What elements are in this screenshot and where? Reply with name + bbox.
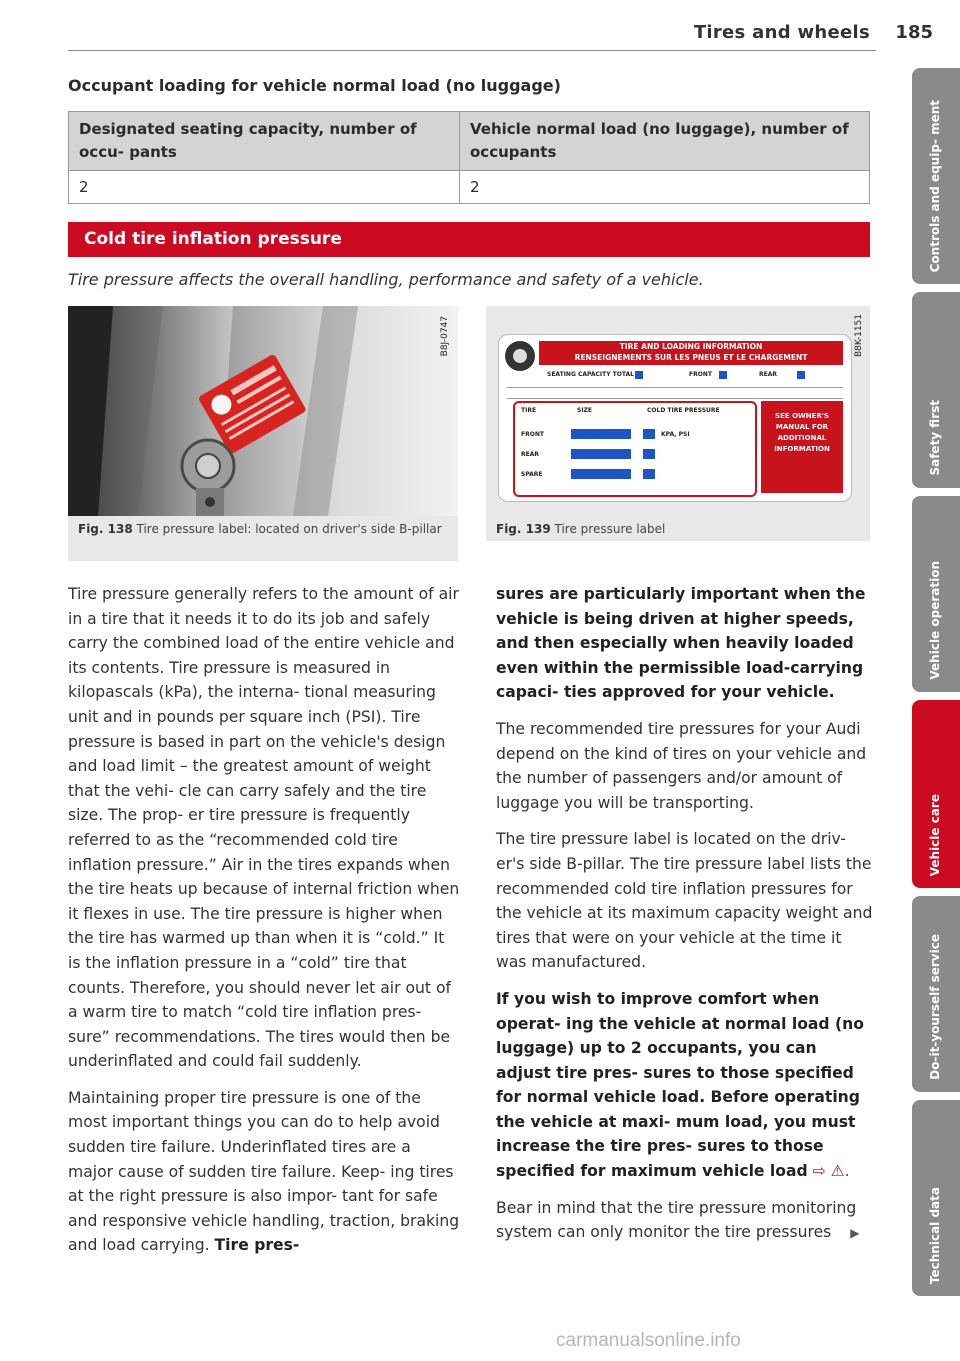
table-header-row	[69, 112, 870, 171]
section-title: Cold tire inflation pressure	[84, 229, 342, 249]
label-title: TIRE AND LOADING INFORMATION	[619, 342, 763, 351]
sidebar-tab-label: Vehicle operation	[928, 561, 942, 680]
label-see-manual-text: SEE OWNER'S MANUAL FOR ADDITIONAL INFORMATION	[774, 412, 830, 453]
left-paragraph-2-bold: Tire pres-	[214, 1236, 300, 1255]
warning-reference-link[interactable]: ⇨ ⚠.	[812, 1162, 850, 1181]
occupant-table	[68, 111, 870, 204]
sidebar-tab-safety[interactable]	[912, 292, 960, 488]
label-title-fr: RENSEIGNEMENTS SUR LES PNEUS ET LE CHARGEMENT	[574, 353, 808, 362]
occupant-heading: Occupant loading for vehicle normal load (no luggage)	[68, 76, 561, 95]
label-row-front: FRONT	[521, 431, 544, 438]
sidebar-tab-diy-service[interactable]	[912, 896, 960, 1092]
table-row	[69, 171, 870, 204]
header-rule	[68, 50, 876, 51]
right-paragraph-3: The tire pressure label is located on the driv- er's side B-pillar. The tire pressure label lists the recommended cold tire inflation pressures for the vehicle at its maximum capacity weight and tires that were on your vehicle at the time it was manufactured.	[496, 830, 873, 972]
table-cell-normal-load: 2	[460, 171, 870, 204]
label-rear: REAR	[759, 371, 777, 378]
watermark: carmanualsonline.info	[556, 1330, 741, 1351]
figure-139-caption-text: Tire pressure label	[554, 522, 666, 536]
label-row-rear: REAR	[521, 451, 539, 458]
sidebar-tab-label: Controls and equip- ment	[928, 99, 942, 272]
figure-139-id: B8K-1151	[854, 314, 864, 358]
sidebar-tab-vehicle-care[interactable]	[912, 700, 960, 888]
table-header-normal-load: Vehicle normal load (no luggage), number of occupants	[460, 112, 870, 171]
label-pressure-col: COLD TIRE PRESSURE	[647, 407, 720, 414]
right-paragraph-1: sures are particularly important when the vehicle is being driven at higher speeds, and then especially when heavily loaded even within the permissible load-carrying capaci- ties approved for your vehicle.	[496, 585, 866, 702]
left-paragraph-2-text: Maintaining proper tire pressure is one of the most important things you can do to help avoid sudden tire failure. Underinflated tires are a major cause of sudden tire failure. Keep- ing tires at the right pressure is also impor- tant for safe and responsive vehicle handling, traction, braking and load carrying.	[68, 1088, 460, 1255]
tire-pressure-label	[498, 334, 852, 502]
b-pillar-photo	[68, 306, 458, 516]
label-seating: SEATING CAPACITY TOTAL	[547, 371, 634, 378]
right-paragraph-4	[496, 987, 874, 1184]
figure-139-caption	[496, 519, 856, 539]
page-number: 185	[895, 22, 933, 43]
section-title-bar	[68, 222, 870, 257]
right-paragraph-2: The recommended tire pressures for your Audi depend on the kind of tires on your vehicle and the number of passengers and/or amount of luggage you will be transporting.	[496, 719, 867, 812]
label-pressure-table	[513, 401, 757, 497]
sidebar-tab-label: Do-it-yourself service	[928, 934, 942, 1080]
table-header-seating: Designated seating capacity, number of occu- pants	[69, 112, 460, 171]
sidebar-tab-label: Safety first	[928, 400, 942, 476]
figure-138-id: B8J-0747	[440, 316, 450, 357]
header-title: Tires and wheels	[693, 22, 870, 43]
figure-138	[68, 306, 458, 561]
sidebar-tab-label: Vehicle care	[928, 793, 942, 876]
section-intro: Tire pressure affects the overall handling, performance and safety of a vehicle.	[68, 270, 704, 289]
right-column	[496, 582, 874, 1258]
figure-139	[486, 306, 870, 541]
figure-138-caption	[78, 519, 448, 539]
tire-icon	[505, 341, 535, 371]
figure-139-number: Fig. 139	[496, 522, 551, 536]
table-cell-seating: 2	[69, 171, 460, 204]
left-paragraph-1: Tire pressure generally refers to the amount of air in a tire that it needs it to do its job and safely carry the combined load of the entire vehicle and its contents. Tire pressure is measured in kilopascals (kPa), the interna- tional measuring unit and in pounds per square inch (PSI). Tire pressure is based in part on the vehicle's design and load limit – the greatest amount of weight that the vehi- cle can carry safely and the tire size. The prop- er tire pressure is frequently referred to as the “recommended cold tire inflation pressure.” Air in the tires expands when the tire heats up because of internal friction when it flexes in use. The tire pressure is higher when the tire has warmed up than when it is “cold.” It is the inflation pressure in a “cold” tire that counts. Therefore, you should never let air out of a warm tire to match “cold tire inflation pres- sure” recommendations. The tires would then be underinflated and could fail suddenly.	[68, 585, 460, 1071]
right-paragraph-4-bold: If you wish to improve comfort when operat- ing the vehicle at normal load (no luggage) up to 2 occupants, you can adjust tire pres- sures to those specified for normal vehicle load. Before operating the vehicle at maxi- mum load, you must increase the tire pres- sures to those specified for maximum vehicle load	[496, 989, 864, 1181]
sidebar-tab-controls[interactable]	[912, 68, 960, 284]
left-column	[68, 582, 460, 1270]
figure-138-caption-text: Tire pressure label: located on driver's side B-pillar	[136, 522, 442, 536]
label-title-banner	[539, 341, 843, 365]
left-paragraph-2	[68, 1086, 460, 1258]
label-see-manual	[761, 401, 843, 493]
label-size-col: SIZE	[577, 407, 593, 414]
continue-arrow-icon: ▶	[850, 1226, 860, 1241]
label-front: FRONT	[689, 371, 712, 378]
sidebar-tab-technical-data[interactable]	[912, 1100, 960, 1296]
right-paragraph-5	[496, 1196, 874, 1246]
label-tire-col: TIRE	[521, 407, 537, 414]
label-units: KPA, PSI	[661, 431, 690, 438]
figure-138-number: Fig. 138	[78, 522, 133, 536]
label-seating-row	[539, 369, 843, 383]
right-paragraph-5-text: Bear in mind that the tire pressure monitoring system can only monitor the tire pressures	[496, 1198, 857, 1242]
sidebar-tab-vehicle-operation[interactable]	[912, 496, 960, 692]
label-row-spare: SPARE	[521, 471, 543, 478]
sidebar-tab-label: Technical data	[928, 1186, 942, 1284]
